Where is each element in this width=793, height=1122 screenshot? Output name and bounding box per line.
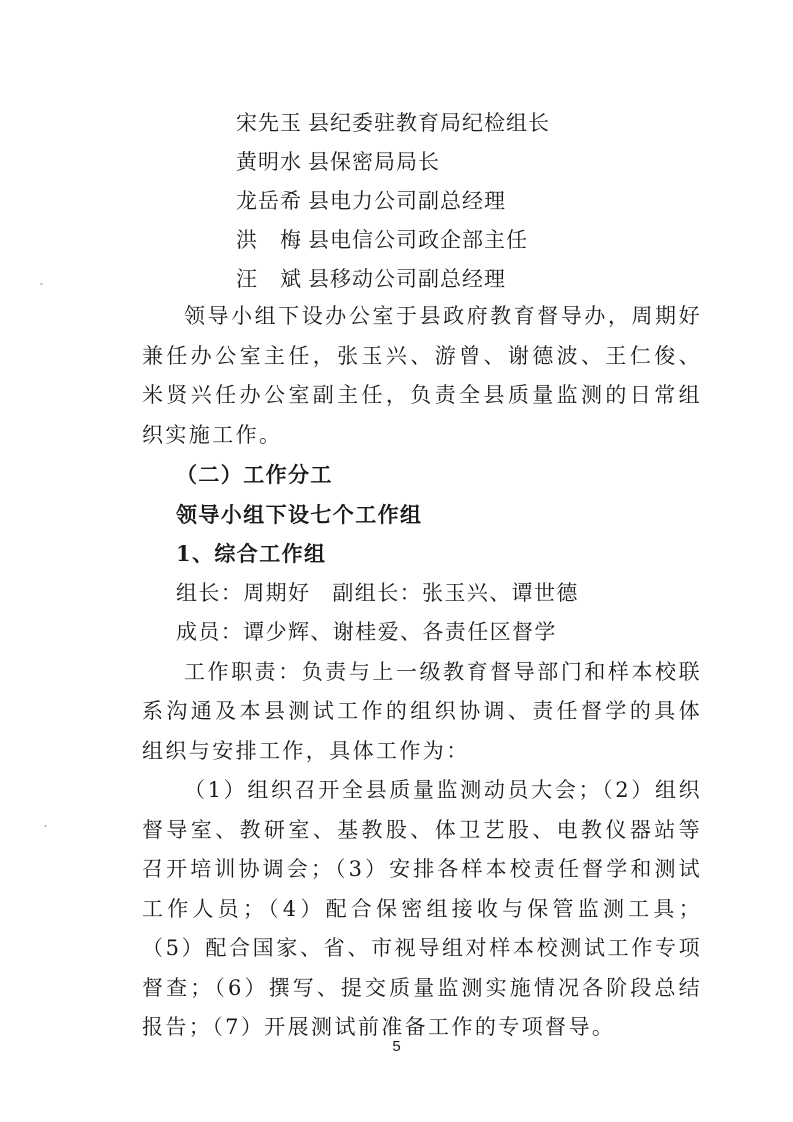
member-name: 洪 梅 xyxy=(236,228,302,252)
member-row xyxy=(236,260,716,299)
scan-speck xyxy=(44,825,47,827)
body-text xyxy=(142,297,702,1048)
member-row xyxy=(236,143,716,182)
member-name: 龙岳希 xyxy=(236,189,302,213)
leader-name: 周期好 xyxy=(243,580,311,605)
member-list xyxy=(236,104,716,299)
group-heading: 1、综合工作组 xyxy=(176,541,327,566)
office-paragraph: 领导小组下设办公室于县政府教育督导办，周期好兼任办公室主任，张玉兴、游曾、谢德波、王仁俊、米贤兴任办公室副主任，负责全县质量监测的日常组织实施工作。 xyxy=(142,304,702,447)
members-label: 成员： xyxy=(176,620,244,644)
member-title: 县保密局局长 xyxy=(308,150,440,174)
leader-label: 组长： xyxy=(176,580,244,605)
deputy-names: 张玉兴、谭世德 xyxy=(422,580,579,605)
member-title: 县移动公司副总经理 xyxy=(308,267,506,291)
members-names: 谭少辉、谢桂爱、各责任区督学 xyxy=(243,620,557,644)
group-members xyxy=(142,613,702,653)
tasks-paragraph: （1）组织召开全县质量监测动员大会；（2）组织督导室、教研室、基教股、体卫艺股、电教仪器站等召开培训协调会；（3）安排各样本校责任督学和测试工作人员；（4）配合保密组接收与保管监测工具；（5）配合国家、省、市视导组对样本校测试工作专项督查；（6）撰写、提交质量监测实施情况各阶段总结报告；（7）开展测试前准备工作的专项督导。 xyxy=(142,778,702,1039)
duties-paragraph: 工作职责：负责与上一级教育督导部门和样本校联系沟通及本县测试工作的组织协调、责任督学的具体组织与安排工作，具体工作为： xyxy=(142,659,702,763)
member-title: 县纪委驻教育局纪检组长 xyxy=(308,111,550,135)
page-number: 5 xyxy=(392,1038,401,1055)
group-leaders xyxy=(142,574,702,614)
member-name: 黄明水 xyxy=(236,150,302,174)
section-heading: （二）工作分工 xyxy=(176,462,333,487)
member-row xyxy=(236,221,716,260)
deputy-label: 副组长： xyxy=(332,580,423,605)
scan-speck xyxy=(40,283,43,285)
member-title: 县电力公司副总经理 xyxy=(308,189,506,213)
member-name: 宋先玉 xyxy=(236,111,302,135)
member-title: 县电信公司政企部主任 xyxy=(308,228,528,252)
member-name: 汪 斌 xyxy=(236,267,302,291)
subheading: 领导小组下设七个工作组 xyxy=(176,501,423,527)
member-row xyxy=(236,104,716,143)
member-row xyxy=(236,182,716,221)
